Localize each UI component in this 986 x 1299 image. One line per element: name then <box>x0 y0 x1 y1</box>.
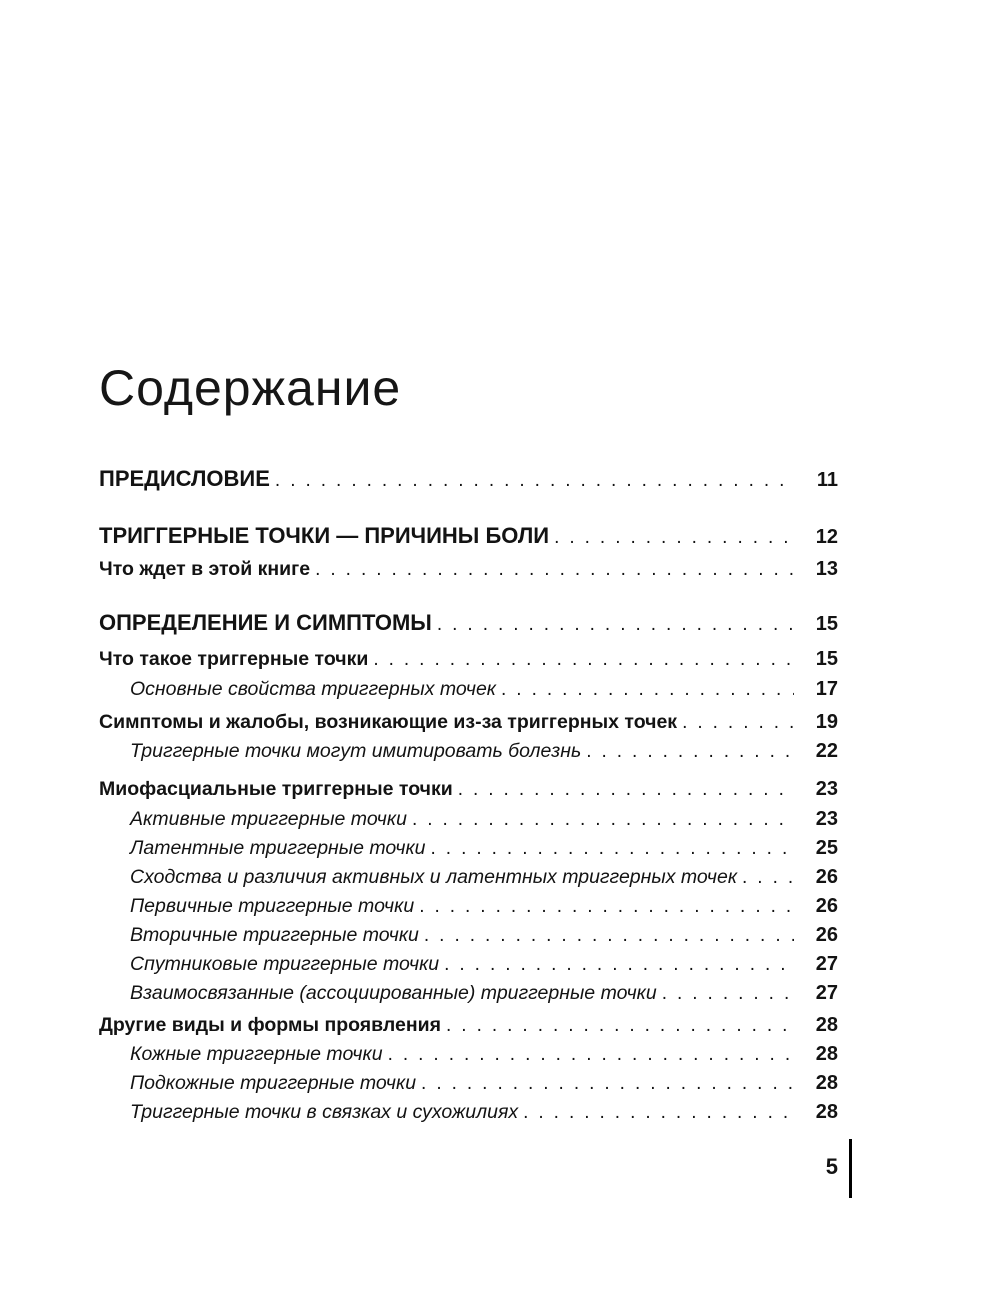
toc-entry-label: ПРЕДИСЛОВИЕ <box>99 466 270 491</box>
toc-entry-label: Основные свойства триггерных точек <box>130 678 497 700</box>
toc-entry-page: 27 <box>815 953 838 975</box>
dot-leader <box>270 466 794 495</box>
toc-entry-page: 28 <box>815 1072 838 1094</box>
page-number: 5 <box>825 1154 838 1179</box>
toc-entry <box>99 1040 838 1069</box>
toc-entry-page: 15 <box>815 613 838 635</box>
dot-leader <box>432 610 794 639</box>
dot-leader <box>677 708 794 737</box>
toc-entry <box>99 1011 838 1040</box>
toc-entry-label: ОПРЕДЕЛЕНИЕ И СИМПТОМЫ <box>99 610 432 635</box>
toc-entry-label: Другие виды и формы проявления <box>99 1014 442 1036</box>
toc-entry <box>99 608 838 637</box>
dot-leader <box>426 834 794 863</box>
toc-entry <box>99 775 838 804</box>
toc-entry <box>99 555 838 584</box>
toc-entry-label: Сходства и различия активных и латентных триггерных точек <box>130 866 738 888</box>
dot-leader <box>737 863 794 892</box>
toc-entry-label: Латентные триггерные точки <box>130 837 426 859</box>
toc-entry-page: 22 <box>815 740 838 762</box>
toc-entry-page: 26 <box>815 866 838 888</box>
dot-leader <box>657 979 794 1008</box>
toc-entry-page: 19 <box>815 711 838 733</box>
toc-entry-page: 15 <box>815 648 838 670</box>
dot-leader <box>581 737 794 766</box>
toc-entry-page: 13 <box>815 558 838 580</box>
toc-entry-label: Активные триггерные точки <box>130 808 407 830</box>
toc-entry-page: 17 <box>815 678 838 700</box>
toc-entry <box>99 675 838 704</box>
toc-entry-label: Первичные триггерные точки <box>130 895 415 917</box>
dot-leader <box>416 1069 794 1098</box>
toc-entry <box>99 521 838 550</box>
toc-entry-page: 27 <box>815 982 838 1004</box>
dot-leader <box>496 675 794 704</box>
dot-leader <box>441 1011 794 1040</box>
toc-list <box>99 464 838 1127</box>
toc-entry-page: 28 <box>815 1043 838 1065</box>
toc-entry <box>99 921 838 950</box>
toc-entry-label: Симптомы и жалобы, возникающие из-за триггерных точек <box>99 711 678 733</box>
page-title: Содержание <box>99 359 402 416</box>
dot-leader <box>368 645 794 674</box>
dot-leader <box>518 1098 794 1127</box>
toc-entry-label: Триггерные точки в связках и сухожилиях <box>130 1101 519 1123</box>
dot-leader <box>419 921 794 950</box>
toc-entry <box>99 464 838 493</box>
toc-entry-page: 26 <box>815 924 838 946</box>
toc-entry-page: 28 <box>815 1014 838 1036</box>
toc-entry <box>99 863 838 892</box>
toc-entry-page: 23 <box>815 808 838 830</box>
dot-leader <box>414 892 794 921</box>
toc-entry <box>99 979 838 1008</box>
toc-entry-label: Что ждет в этой книге <box>99 558 311 580</box>
toc-entry-page: 12 <box>815 526 838 548</box>
footer-divider <box>849 1139 852 1198</box>
toc-entry-label: Подкожные триггерные точки <box>130 1072 417 1094</box>
toc-entry-page: 11 <box>816 469 838 491</box>
toc-entry <box>99 645 838 674</box>
toc-entry <box>99 950 838 979</box>
dot-leader <box>439 950 794 979</box>
toc-entry <box>99 1069 838 1098</box>
dot-leader <box>549 523 794 552</box>
toc-entry-label: Что такое триггерные точки <box>99 648 369 670</box>
toc-entry-label: Вторичные триггерные точки <box>130 924 419 946</box>
toc-entry-page: 25 <box>815 837 838 859</box>
dot-leader <box>383 1040 794 1069</box>
toc-entry-label: Спутниковые триггерные точки <box>130 953 440 975</box>
toc-entry <box>99 805 838 834</box>
dot-leader <box>453 775 794 804</box>
toc-entry-label: Триггерные точки могут имитировать болезнь <box>130 740 582 762</box>
toc-entry <box>99 737 838 766</box>
toc-entry-page: 26 <box>815 895 838 917</box>
toc-entry-page: 23 <box>815 778 838 800</box>
dot-leader <box>407 805 794 834</box>
toc-entry-label: Миофасциальные триггерные точки <box>99 778 453 800</box>
toc-entry <box>99 708 838 737</box>
toc-entry <box>99 1098 838 1127</box>
toc-entry-label: ТРИГГЕРНЫЕ ТОЧКИ — ПРИЧИНЫ БОЛИ <box>99 523 550 548</box>
toc-entry-page: 28 <box>815 1101 838 1123</box>
toc-entry-label: Взаимосвязанные (ассоциированные) триггерные точки <box>130 982 657 1004</box>
toc-entry <box>99 892 838 921</box>
dot-leader <box>310 555 794 584</box>
toc-entry-label: Кожные триггерные точки <box>130 1043 383 1065</box>
toc-entry <box>99 834 838 863</box>
